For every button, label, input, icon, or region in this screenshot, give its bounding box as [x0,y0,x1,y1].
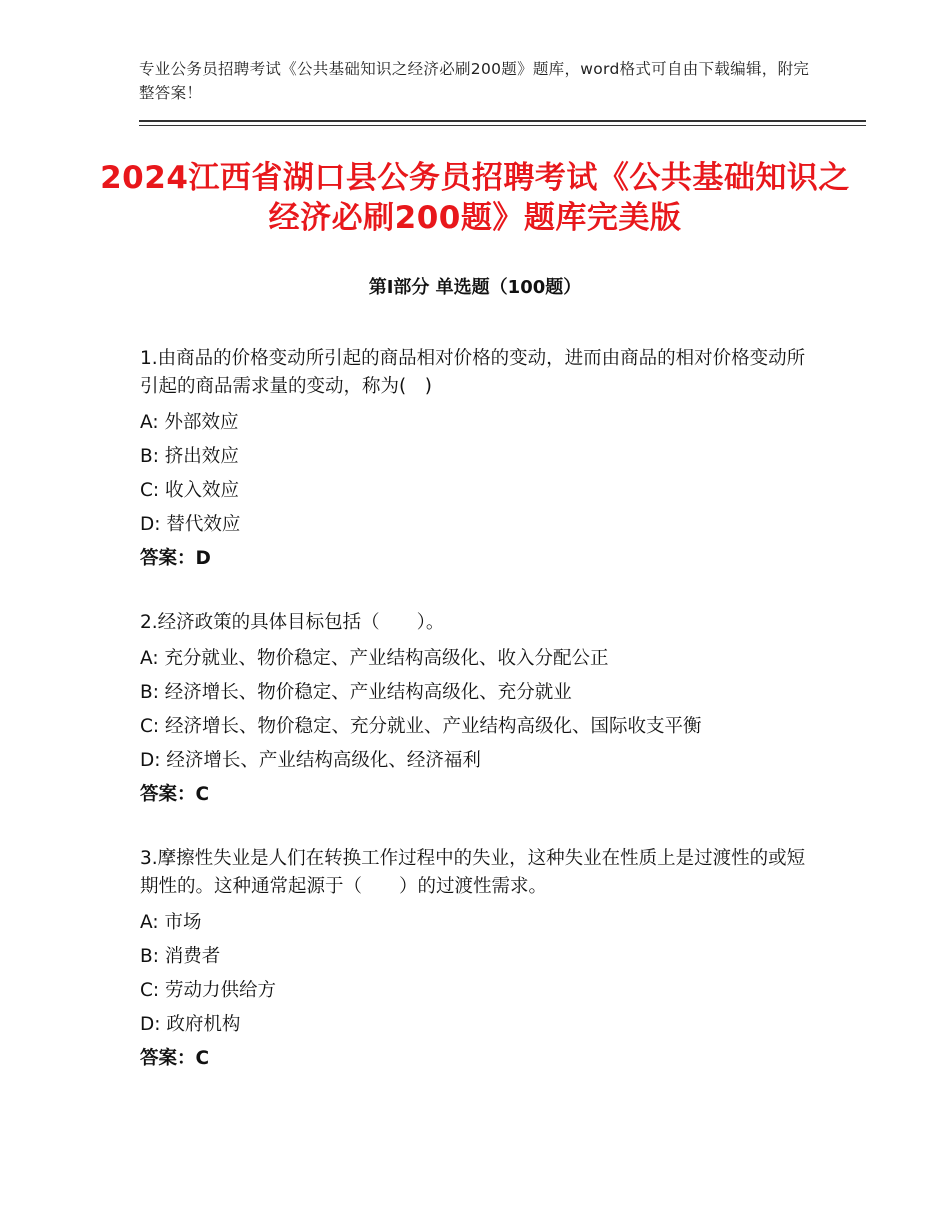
option-a: A: 充分就业、物价稳定、产业结构高级化、收入分配公正 [140,648,609,669]
option-a: A: 外部效应 [140,412,239,433]
answer-line: 答案：D [140,548,211,569]
option-b: B: 经济增长、物价稳定、产业结构高级化、充分就业 [140,682,572,703]
header-divider-thin [139,125,866,126]
question-stem: 2.经济政策的具体目标包括（ ）。 [140,612,445,633]
option-c: C: 经济增长、物价稳定、充分就业、产业结构高级化、国际收支平衡 [140,716,702,737]
header-divider-thick [139,120,866,122]
option-d: D: 替代效应 [140,514,241,535]
option-b: B: 消费者 [140,946,221,967]
question-list [140,344,820,1108]
question-stem: 1.由商品的价格变动所引起的商品相对价格的变动，进而由商品的相对价格变动所引起的商品需求量的变动，称为( ) [140,348,806,397]
option-c: C: 劳动力供给方 [140,980,277,1001]
question-3 [140,844,820,1076]
option-d: D: 经济增长、产业结构高级化、经济福利 [140,750,481,771]
question-2 [140,608,820,812]
question-stem: 3.摩擦性失业是人们在转换工作过程中的失业，这种失业在性质上是过渡性的或短期性的。这种通常起源于（ ）的过渡性需求。 [140,848,806,897]
option-b: B: 挤出效应 [140,446,239,467]
answer-line: 答案：C [140,784,210,805]
option-c: C: 收入效应 [140,480,240,501]
option-a: A: 市场 [140,912,202,933]
document-title: 2024江西省湖口县公务员招聘考试《公共基础知识之经济必刷200题》题库完美版 [100,160,850,236]
answer-line: 答案：C [140,1048,210,1069]
question-1 [140,344,820,576]
option-d: D: 政府机构 [140,1014,241,1035]
header-note: 专业公务员招聘考试《公共基础知识之经济必刷200题》题库，word格式可自由下载编辑，附完整答案！ [139,60,810,102]
section-title: 第Ⅰ部分 单选题（100题） [368,277,582,298]
